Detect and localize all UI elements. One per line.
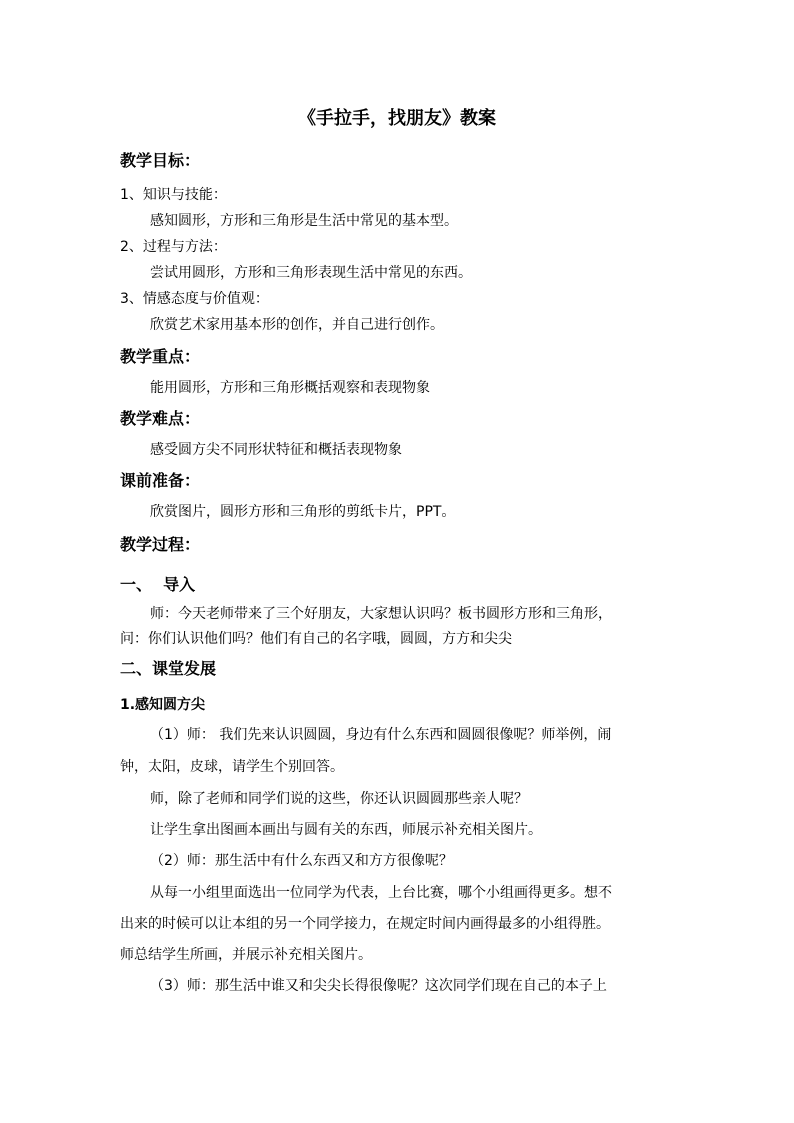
objectives-heading: 教学目标： [120, 151, 201, 170]
objective-text-3: 欣赏艺术家用基本形的创作，并自己进行创作。 [150, 317, 444, 333]
paragraph-2: 师，除了老师和同学们说的这些，你还认识圆圆那些亲人呢？ [150, 791, 528, 807]
intro-text-line-2: 问：你们认识他们吗？他们有自己的名字哦，圆圆，方方和尖尖 [120, 631, 512, 647]
paragraph-6: （3）师：那生活中谁又和尖尖长得很像呢？这次同学们现在自己的本子上 [150, 978, 607, 994]
key-points-heading: 教学重点： [120, 347, 201, 366]
intro-text-line-1: 师：今天老师带来了三个好朋友，大家想认识吗？板书圆形方形和三角形， [150, 606, 612, 622]
paragraph-3: 让学生拿出图画本画出与圆有关的东西，师展示补充相关图片。 [150, 822, 542, 838]
document-title: 《手拉手，找朋友》教案 [298, 108, 496, 129]
paragraph-5-line-2: 出来的时候可以让本组的另一个同学接力，在规定时间内画得最多的小组得胜。 [120, 916, 610, 932]
difficulties-text: 感受圆方尖不同形状特征和概括表现物象 [150, 442, 402, 458]
paragraph-4: （2）师：那生活中有什么东西又和方方很像呢？ [150, 853, 453, 869]
key-points-text: 能用圆形，方形和三角形概括观察和表现物象 [150, 380, 430, 396]
section-intro-heading: 一、 导入 [120, 575, 196, 594]
subsection-perceive-heading: 1.感知圆方尖 [120, 697, 206, 713]
section-development-heading: 二、课堂发展 [120, 659, 217, 678]
objective-text-2: 尝试用圆形，方形和三角形表现生活中常见的东西。 [150, 265, 472, 281]
paragraph-5-line-3: 师总结学生所画，并展示补充相关图片。 [120, 947, 372, 963]
process-heading: 教学过程： [120, 535, 201, 554]
difficulties-heading: 教学难点： [120, 409, 201, 428]
objective-text-1: 感知圆形，方形和三角形是生活中常见的基本型。 [150, 213, 458, 229]
paragraph-1-line-1: （1）师： 我们先来认识圆圆，身边有什么东西和圆圆很像呢？师举例，闹 [150, 727, 612, 743]
objective-label-3: 3、情感态度与价值观： [120, 291, 269, 307]
objective-label-1: 1、知识与技能： [120, 187, 227, 203]
paragraph-1-line-2: 钟，太阳，皮球，请学生个别回答。 [120, 759, 344, 775]
preparation-text: 欣赏图片，圆形方形和三角形的剪纸卡片，PPT。 [150, 504, 456, 520]
preparation-heading: 课前准备： [120, 471, 201, 490]
objective-label-2: 2、过程与方法： [120, 239, 227, 255]
paragraph-5-line-1: 从每一小组里面选出一位同学为代表，上台比赛，哪个小组画得更多。想不 [150, 885, 612, 901]
